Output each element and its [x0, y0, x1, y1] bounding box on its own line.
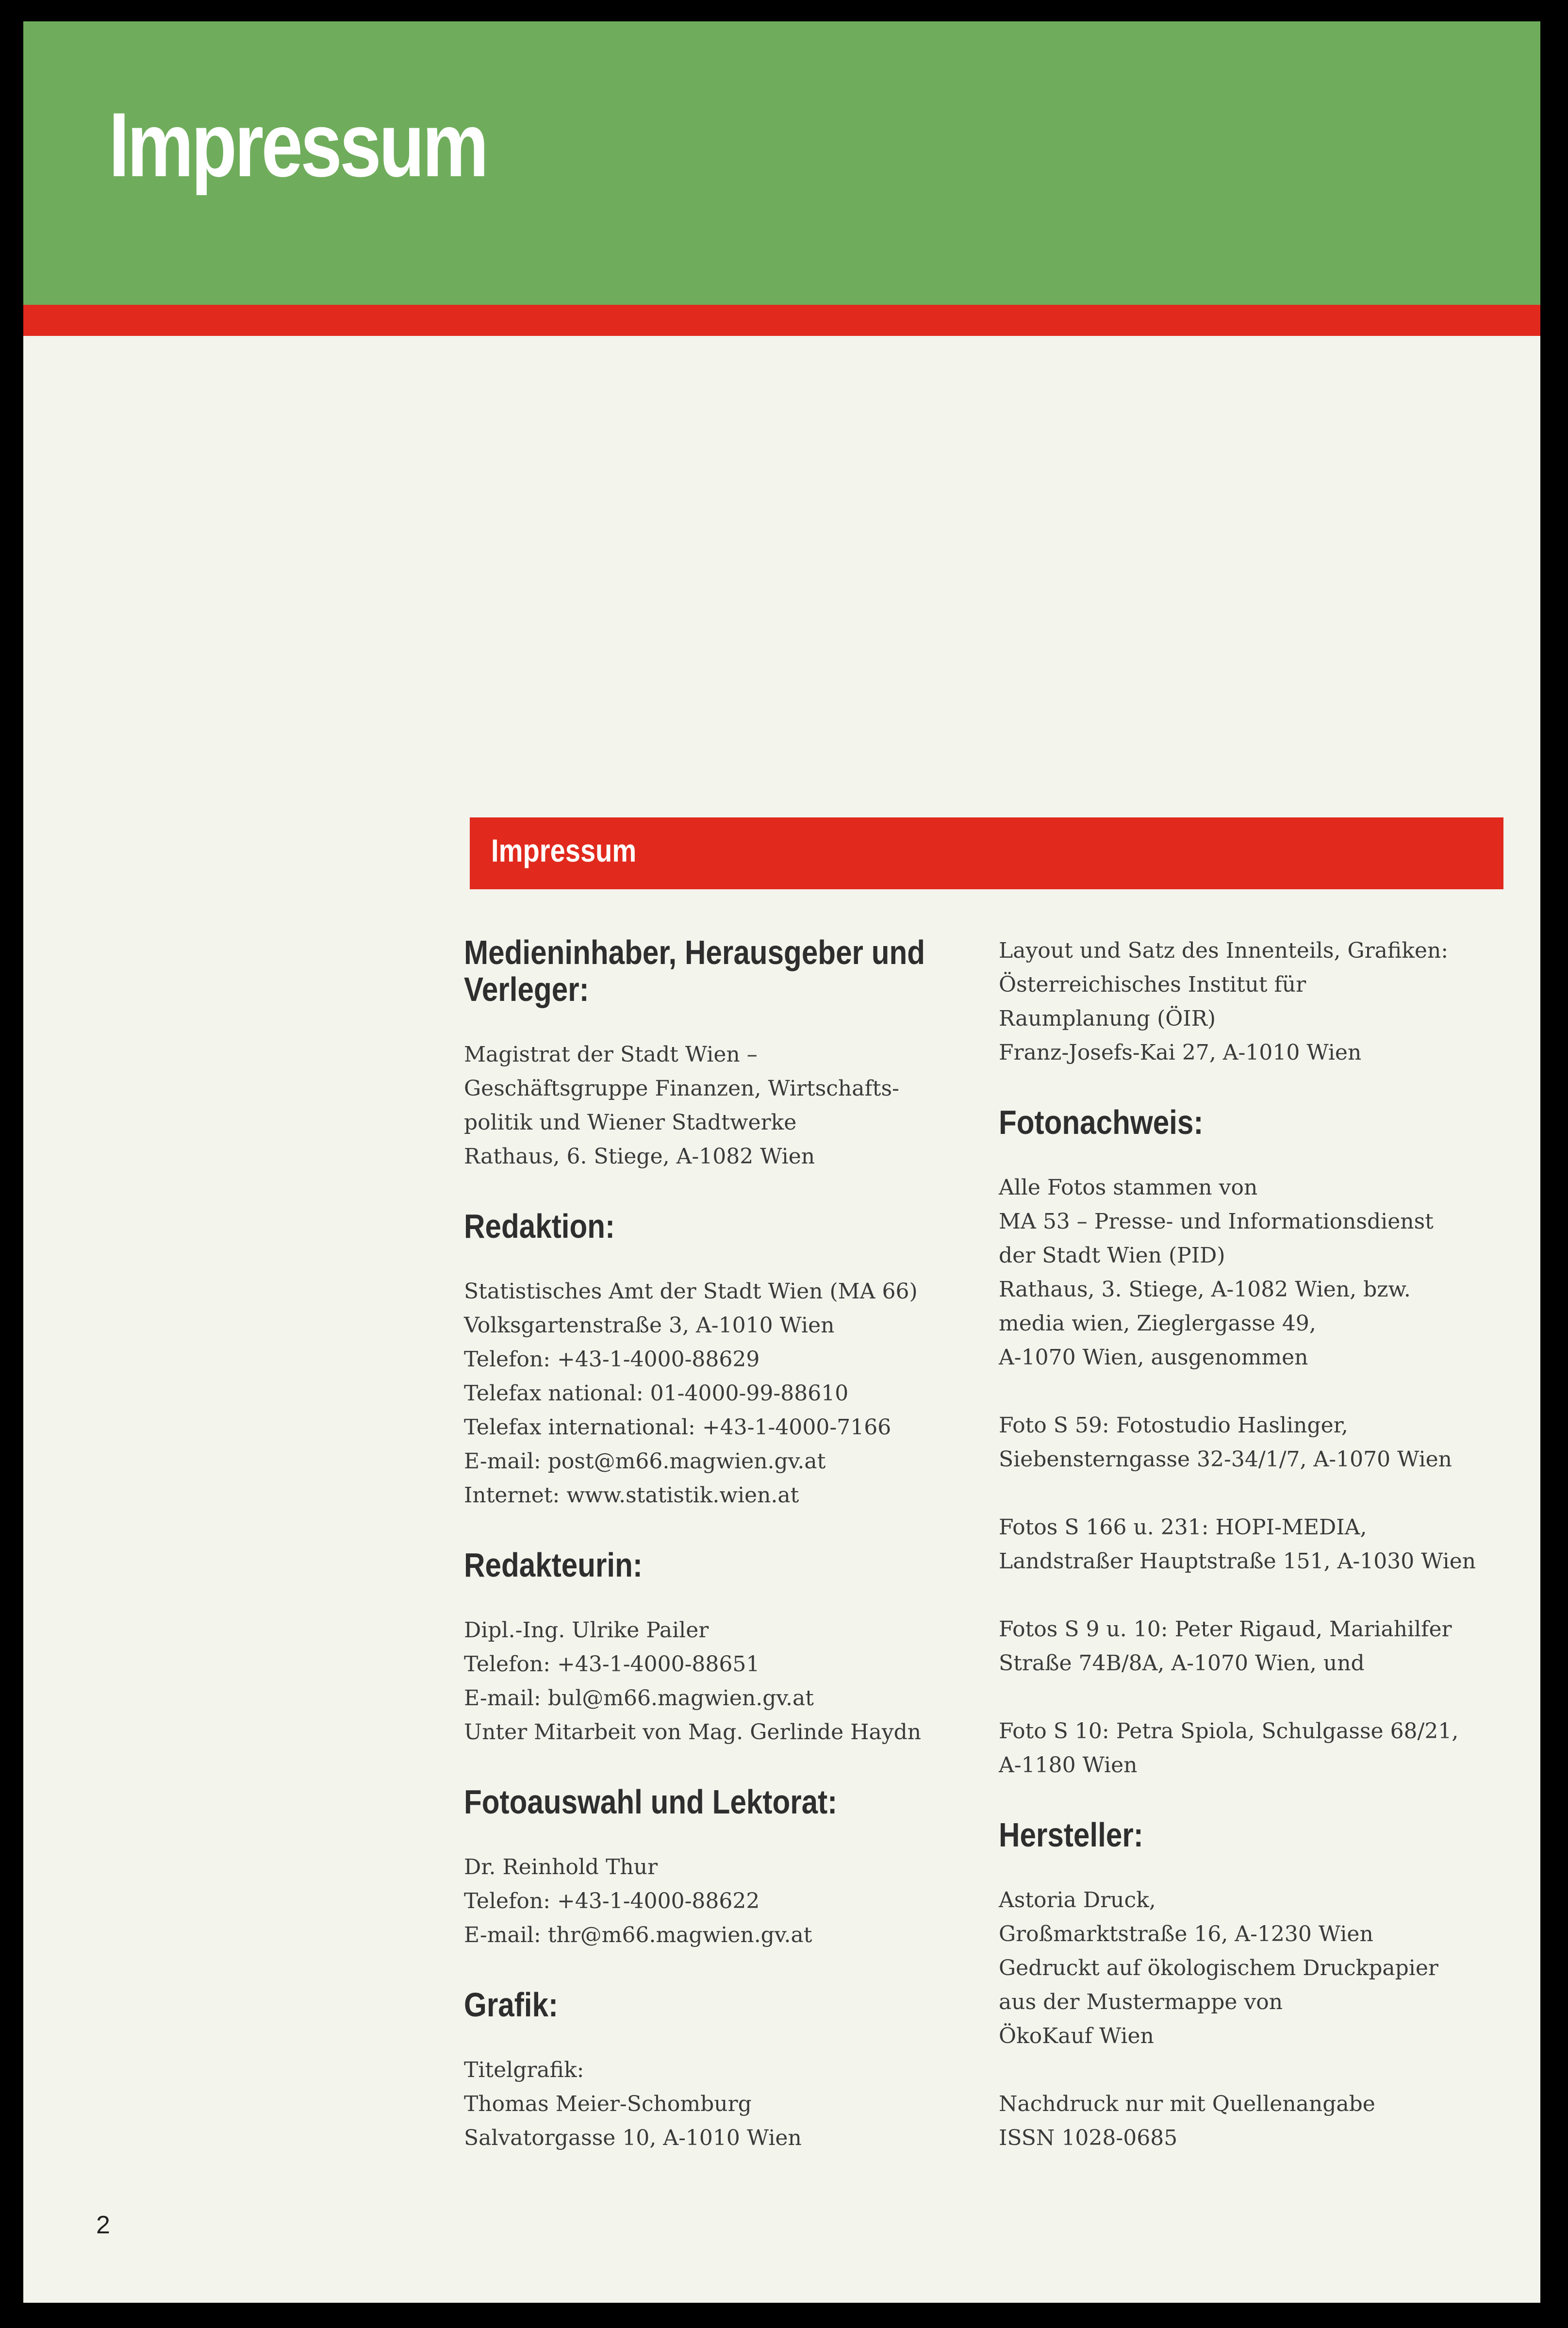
text-line: Fotos S 166 u. 231: HOPI-MEDIA,	[999, 1515, 1367, 1540]
text-line: Geschäftsgruppe Finanzen, Wirtschafts-	[464, 1076, 899, 1101]
left-column	[464, 934, 974, 2189]
text-line: A-1180 Wien	[999, 1753, 1138, 1778]
text-line: Landstraßer Hauptstraße 151, A-1030 Wien	[999, 1549, 1476, 1574]
text-line: Gedruckt auf ökologischem Druckpapier	[999, 1956, 1438, 1980]
text-line: politik und Wiener Stadtwerke	[464, 1110, 797, 1135]
text-line: Foto S 59: Fotostudio Haslinger,	[999, 1413, 1348, 1438]
foto-paragraph	[999, 1714, 1537, 1782]
page-number: 2	[96, 2211, 110, 2239]
page-title: Impressum	[109, 94, 487, 196]
text-line: Telefon: +43-1-4000-88651	[464, 1652, 760, 1677]
block-fotoauswahl	[464, 1783, 974, 1952]
text-line: Thomas Meier-Schomburg	[464, 2092, 752, 2116]
text-line: Statistisches Amt der Stadt Wien (MA 66)	[464, 1279, 918, 1304]
text-line: Rathaus, 3. Stiege, A-1082 Wien, bzw.	[999, 1277, 1411, 1302]
right-column	[999, 934, 1537, 2189]
text-line: media wien, Zieglergasse 49,	[999, 1311, 1316, 1336]
text-line: ÖkoKauf Wien	[999, 2024, 1154, 2048]
text-line: Fotos S 9 u. 10: Peter Rigaud, Mariahilfer	[999, 1617, 1452, 1642]
heading-grafik: Grafik:	[464, 1986, 559, 2024]
text-line: Telefax international: +43-1-4000-7166	[464, 1415, 891, 1440]
text-line: Foto S 10: Petra Spiola, Schulgasse 68/21,	[999, 1719, 1459, 1744]
text-line: Großmarktstraße 16, A-1230 Wien	[999, 1922, 1373, 1946]
text-line: Magistrat der Stadt Wien –	[464, 1042, 758, 1067]
text-line: Österreichisches Institut für	[999, 972, 1306, 997]
text-line: Titelgrafik:	[464, 2058, 584, 2082]
text-line: Telefax national: 01-4000-99-88610	[464, 1381, 849, 1406]
block-medieninhaber	[464, 934, 974, 1174]
text-line: E-mail: thr@m66.magwien.gv.at	[464, 1923, 812, 1947]
text-line: Unter Mitarbeit von Mag. Gerlinde Haydn	[464, 1720, 922, 1745]
text-line: Salvatorgasse 10, A-1010 Wien	[464, 2126, 802, 2150]
text-line: E-mail: post@m66.magwien.gv.at	[464, 1449, 826, 1474]
text-line: Nachdruck nur mit Quellenangabe	[999, 2092, 1375, 2116]
block-redakteurin	[464, 1546, 974, 1749]
text-line: Telefon: +43-1-4000-88622	[464, 1889, 760, 1913]
text-line: Straße 74B/8A, A-1070 Wien, und	[999, 1651, 1365, 1676]
foto-paragraph	[999, 1409, 1537, 1477]
heading-medieninhaber: Medieninhaber, Herausgeber und Verleger:	[464, 933, 925, 1008]
text-line: Franz-Josefs-Kai 27, A-1010 Wien	[999, 1040, 1362, 1065]
text-line: Alle Fotos stammen von	[999, 1175, 1258, 1200]
text-line: Siebensterngasse 32-34/1/7, A-1070 Wien	[999, 1447, 1452, 1472]
text-line: aus der Mustermappe von	[999, 1990, 1283, 2014]
text-line: Volksgartenstraße 3, A-1010 Wien	[464, 1313, 835, 1338]
foto-paragraph	[999, 1511, 1537, 1579]
text-line: E-mail: bul@m66.magwien.gv.at	[464, 1686, 814, 1711]
text-line: Astoria Druck,	[999, 1888, 1156, 1912]
document-page	[23, 21, 1540, 2303]
text-line: Rathaus, 6. Stiege, A-1082 Wien	[464, 1144, 815, 1169]
foto-paragraph	[999, 1171, 1537, 1375]
heading-fotonachweis: Fotonachweis:	[999, 1103, 1204, 1141]
text-line: der Stadt Wien (PID)	[999, 1243, 1225, 1268]
text-line: A-1070 Wien, ausgenommen	[999, 1345, 1308, 1370]
section-bar	[470, 817, 1503, 889]
text-line: Internet: www.statistik.wien.at	[464, 1483, 799, 1508]
text-line: Raumplanung (ÖIR)	[999, 1006, 1216, 1031]
text-line: Telefon: +43-1-4000-88629	[464, 1347, 760, 1372]
heading-redaktion: Redaktion:	[464, 1207, 615, 1245]
heading-redakteurin: Redakteurin:	[464, 1546, 643, 1584]
block-redaktion	[464, 1208, 974, 1513]
foto-paragraph	[999, 1613, 1537, 1680]
heading-hersteller: Hersteller:	[999, 1816, 1143, 1854]
text-line: ISSN 1028-0685	[999, 2126, 1178, 2150]
text-line: Dr. Reinhold Thur	[464, 1855, 658, 1879]
block-layout-satz	[999, 934, 1537, 1070]
text-line: Layout und Satz des Innenteils, Grafiken:	[999, 938, 1449, 963]
text-line: Dipl.-Ing. Ulrike Pailer	[464, 1618, 709, 1643]
header-red-stripe	[23, 305, 1540, 336]
section-bar-label: Impressum	[491, 832, 637, 868]
heading-fotoauswahl: Fotoauswahl und Lektorat:	[464, 1783, 838, 1821]
block-grafik	[464, 1986, 974, 2155]
text-line: MA 53 – Presse- und Informationsdienst	[999, 1209, 1434, 1234]
hersteller-paragraph	[999, 2087, 1537, 2155]
hersteller-paragraph	[999, 1883, 1537, 2053]
